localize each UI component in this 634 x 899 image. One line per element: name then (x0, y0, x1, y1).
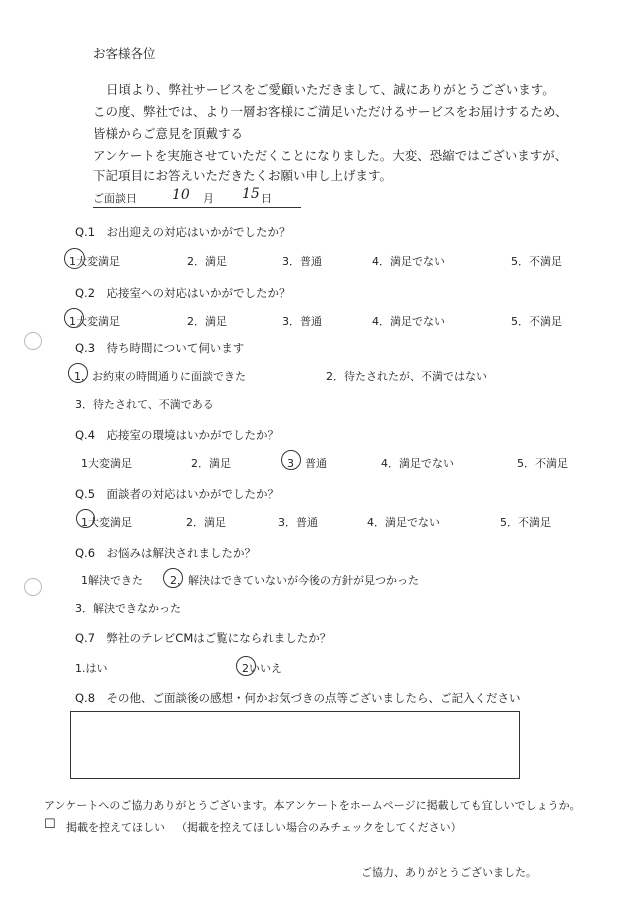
q1-option-4[interactable]: 4．満足でない (372, 255, 445, 268)
question-title: Q.2 応接室への対応はいかがでしたか？ (75, 286, 291, 300)
q2-option-1[interactable]: 1大変満足 (69, 315, 120, 328)
q2-option-2[interactable]: 2．満足 (187, 315, 227, 328)
publish-opt-out-checkbox[interactable]: ☐ (44, 817, 56, 832)
q1-option-3[interactable]: 3．普通 (282, 255, 322, 268)
q2-option-4[interactable]: 4．満足でない (372, 315, 445, 328)
date-label: ご面談日 (93, 192, 137, 205)
q2-option-5[interactable]: 5．不満足 (511, 315, 562, 328)
selected-circle-mark (236, 656, 256, 676)
selected-circle-mark (64, 308, 84, 328)
selected-circle-mark (64, 248, 85, 269)
q3-option-1[interactable]: 1．お約束の時間通りに面談できた (74, 370, 246, 383)
comment-textarea[interactable] (70, 711, 520, 779)
date-month-value[interactable]: 10 (172, 187, 190, 203)
q1-option-5[interactable]: 5．不満足 (511, 255, 562, 268)
closing-message: ご協力、ありがとうございました。 (361, 866, 537, 879)
intro-line: 日頃より、弊社サービスをご愛顧いただきまして、誠にありがとうございます。 (106, 82, 555, 97)
selected-circle-mark (76, 509, 95, 528)
q4-option-3[interactable]: 3 普通 (287, 457, 327, 470)
intro-line: 皆様からご意見を頂戴する (93, 126, 244, 141)
selected-circle-mark (68, 363, 88, 383)
intro-line: 下記項目にお答えいただきたくお願い申し上げます。 (93, 168, 393, 183)
q5-option-5[interactable]: 5．不満足 (500, 516, 551, 529)
q1-option-2[interactable]: 2．満足 (187, 255, 227, 268)
q5-option-2[interactable]: 2．満足 (186, 516, 226, 529)
punch-hole (24, 332, 42, 350)
q7-option-2[interactable]: 2いいえ (242, 662, 282, 675)
q7-option-1[interactable]: 1.はい (75, 662, 108, 675)
q5-option-1[interactable]: 1大変満足 (81, 516, 132, 529)
intro-line: アンケートを実施させていただくことになりました。大変、恐縮ではございますが、 (93, 148, 568, 163)
q6-option-3[interactable]: 3．解決できなかった (75, 602, 181, 615)
punch-hole (24, 578, 42, 596)
question-title: Q.5 面談者の対応はいかがでしたか？ (75, 487, 280, 501)
publish-opt-out-note: （掲載を控えてほしい場合のみチェックをしてください） (176, 821, 462, 834)
selected-circle-mark (163, 568, 183, 588)
q4-option-2[interactable]: 2．満足 (191, 457, 231, 470)
date-underline (93, 207, 301, 208)
question-title: Q.1 お出迎えの対応はいかがでしたか？ (75, 225, 291, 239)
question-title: Q.7 弊社のテレビCMはご覧になられましたか？ (75, 631, 332, 645)
date-day-label: 日 (261, 192, 272, 205)
q4-option-5[interactable]: 5．不満足 (517, 457, 568, 470)
q6-option-1[interactable]: 1解決できた (81, 574, 143, 587)
question-title: Q.4 応接室の環境はいかがでしたか？ (75, 428, 280, 442)
q1-option-1[interactable]: 1大変満足 (69, 255, 120, 268)
q4-option-4[interactable]: 4．満足でない (381, 457, 454, 470)
date-day-value[interactable]: 15 (242, 186, 260, 202)
question-title: Q.8 その他、ご面談後の感想・何かお気づきの点等ございましたら、ご記入ください (75, 691, 521, 705)
q4-option-1[interactable]: 1大変満足 (81, 457, 132, 470)
date-month-label: 月 (203, 192, 214, 205)
q5-option-3[interactable]: 3．普通 (278, 516, 318, 529)
publish-opt-out-label: 掲載を控えてほしい (66, 821, 165, 834)
question-title: Q.3 待ち時間について伺います (75, 341, 245, 355)
q5-option-4[interactable]: 4．満足でない (367, 516, 440, 529)
question-title: Q.6 お悩みは解決されましたか？ (75, 546, 257, 560)
q6-option-2[interactable]: 2．解決はできていないが今後の方針が見つかった (170, 574, 419, 587)
salutation: お客様各位 (93, 46, 156, 61)
q3-option-3[interactable]: 3．待たされて、不満である (75, 398, 214, 411)
footer-thanks: アンケートへのご協力ありがとうございます。本アンケートをホームページに掲載しても宜しいでしょうか。 (44, 799, 581, 812)
q2-option-3[interactable]: 3．普通 (282, 315, 322, 328)
selected-circle-mark (281, 450, 301, 470)
q3-option-2[interactable]: 2．待たされたが、不満ではない (326, 370, 487, 383)
intro-line: この度、弊社では、より一層お客様にご満足いただけるサービスをお届けするため、 (93, 104, 568, 119)
